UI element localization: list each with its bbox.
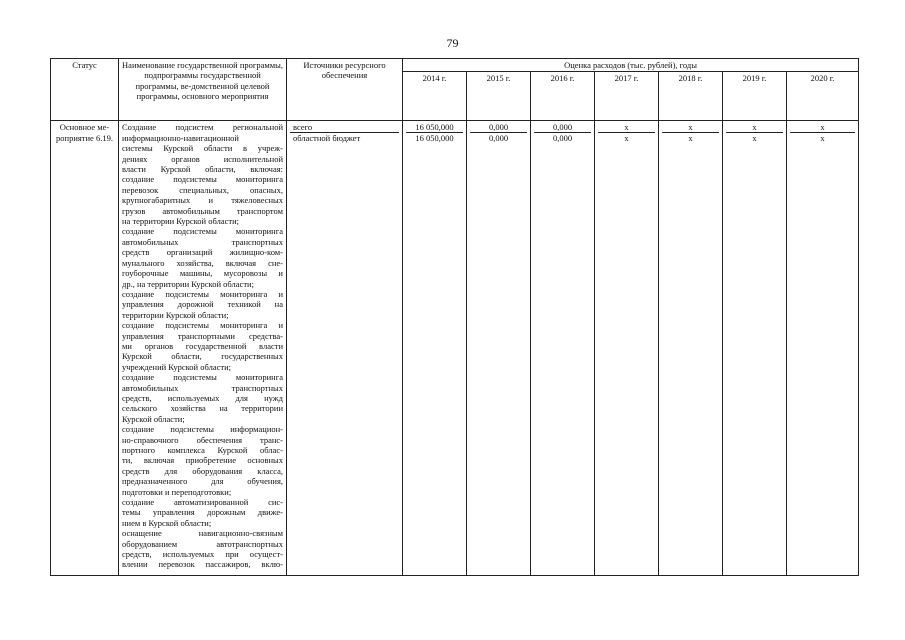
activity-name-line: грузов автомобильным транспортом bbox=[122, 205, 283, 216]
activity-name-line: информационно-навигационной bbox=[122, 132, 239, 143]
activity-name-line: ми органов государственной власти bbox=[122, 340, 283, 351]
amount-cell-2017 bbox=[595, 121, 659, 576]
activity-name-line: создание подсистемы информацион- bbox=[122, 424, 283, 435]
activity-name-cell bbox=[119, 121, 287, 576]
header-status: Статус bbox=[51, 59, 119, 121]
activity-name-line: Курской области, государственных bbox=[122, 351, 283, 362]
header-year: 2015 г. bbox=[467, 72, 531, 121]
amount-regional: 0,000 bbox=[552, 133, 573, 144]
activity-name-line: управления транспортными средства- bbox=[122, 330, 283, 341]
amount-regional: 0,000 bbox=[488, 133, 509, 144]
amount-cell-2015 bbox=[467, 121, 531, 576]
header-year: 2017 г. bbox=[595, 72, 659, 121]
header-year: 2016 г. bbox=[531, 72, 595, 121]
amount-total: 16 050,000 bbox=[406, 122, 463, 133]
amount-total: x bbox=[790, 122, 855, 133]
amount-cell-2020 bbox=[787, 121, 859, 576]
activity-name-line: мунального хозяйства, включая сне- bbox=[122, 257, 283, 268]
activity-name-line: на территории Курской области; bbox=[122, 216, 240, 227]
activity-name-line: ти, включая приобретение основных bbox=[122, 455, 283, 466]
activity-name-line: средств для оборудования класса, bbox=[122, 465, 283, 476]
amount-regional: x bbox=[624, 133, 629, 144]
activity-name-line: системы Курской области в учреж- bbox=[122, 143, 283, 154]
amount-total: 0,000 bbox=[534, 122, 591, 133]
activity-name-line: сельского хозяйства на территории bbox=[122, 403, 283, 414]
funding-source-regional-budget: областной бюджет bbox=[293, 133, 361, 144]
activity-name-line: создание подсистемы мониторинга bbox=[122, 226, 283, 237]
expenditure-table bbox=[50, 58, 859, 576]
amount-regional: x bbox=[820, 133, 825, 144]
amount-cell-2019 bbox=[723, 121, 787, 576]
amount-regional: 16 050,000 bbox=[415, 133, 454, 144]
status-cell: Основное ме-роприятие 6.19. bbox=[51, 121, 119, 576]
activity-name-line: оснащение навигационно-связным bbox=[122, 528, 283, 539]
activity-name-line: территории Курской области; bbox=[122, 309, 229, 320]
activity-name-line: крупногабаритных и тяжеловесных bbox=[122, 195, 283, 206]
activity-name-line: Курской области; bbox=[122, 413, 185, 424]
amount-regional: x bbox=[688, 133, 693, 144]
activity-name-line: средств организаций жилищно-ком- bbox=[122, 247, 283, 258]
amount-total: x bbox=[726, 122, 783, 133]
activity-name-line: создание подсистемы мониторинга bbox=[122, 372, 283, 383]
header-year: 2020 г. bbox=[787, 72, 859, 121]
activity-name-line: создание подсистемы мониторинга и bbox=[122, 320, 283, 331]
header-sources: Источники ресурсного обеспечения bbox=[287, 59, 403, 121]
activity-name-line: управления дорожной техникой на bbox=[122, 299, 283, 310]
amount-regional: x bbox=[752, 133, 757, 144]
activity-name-line: перевозок специальных, опасных, bbox=[122, 184, 283, 195]
activity-name-line: др., на территории Курской области; bbox=[122, 278, 254, 289]
activity-name-line: гоуборочные машины, мусоровозы и bbox=[122, 268, 283, 279]
activity-name-line: создание автоматизированной сис- bbox=[122, 497, 283, 508]
activity-name-line: автомобильных транспортных bbox=[122, 236, 283, 247]
table-row bbox=[51, 121, 859, 576]
activity-name-line: Создание подсистем региональной bbox=[122, 122, 283, 133]
header-year: 2019 г. bbox=[723, 72, 787, 121]
amount-cell-2016 bbox=[531, 121, 595, 576]
activity-name-line: автомобильных транспортных bbox=[122, 382, 283, 393]
activity-name-line: учреждений Курской области; bbox=[122, 361, 231, 372]
activity-name-line: дениях органов исполнительной bbox=[122, 153, 283, 164]
funding-source-total: всего bbox=[290, 122, 399, 133]
activity-name-line: портного комплекса Курской облас- bbox=[122, 445, 283, 455]
activity-name-line: подготовки и переподготовки; bbox=[122, 486, 232, 497]
header-estimate: Оценка расходов (тыс. рублей), годы bbox=[403, 59, 859, 72]
funding-source-cell bbox=[287, 121, 403, 576]
header-name: Наименование государственной программы, подпрограммы государственной программы, ве-домственной целевой программы, основного мероприятия bbox=[119, 59, 287, 121]
activity-name-line: нием в Курской области; bbox=[122, 517, 212, 528]
activity-name-line: власти Курской области, включая: bbox=[122, 164, 283, 175]
activity-name-line: создание подсистемы мониторинга bbox=[122, 174, 283, 185]
amount-total: x bbox=[662, 122, 719, 133]
amount-cell-2018 bbox=[659, 121, 723, 576]
header-year: 2014 г. bbox=[403, 72, 467, 121]
activity-name-line: но-справочного обеспечения транс- bbox=[122, 434, 283, 445]
page-number: 79 bbox=[446, 36, 459, 50]
activity-name-line: оборудованием автотранспортных bbox=[122, 538, 283, 549]
activity-name-line: средств, используемых для нужд bbox=[122, 392, 283, 403]
activity-name-line: влении перевозок пассажиров, вклю- bbox=[122, 559, 283, 570]
amount-total: 0,000 bbox=[470, 122, 527, 133]
activity-name-line: создание подсистемы мониторинга и bbox=[122, 288, 283, 299]
activity-name-line: темы управления дорожным движе- bbox=[122, 507, 283, 518]
amount-cell-2014 bbox=[403, 121, 467, 576]
activity-name-line: средств, используемых при осущест- bbox=[122, 549, 283, 560]
activity-name-line: предназначенного для обучения, bbox=[122, 476, 283, 487]
header-year: 2018 г. bbox=[659, 72, 723, 121]
amount-total: x bbox=[598, 122, 655, 133]
